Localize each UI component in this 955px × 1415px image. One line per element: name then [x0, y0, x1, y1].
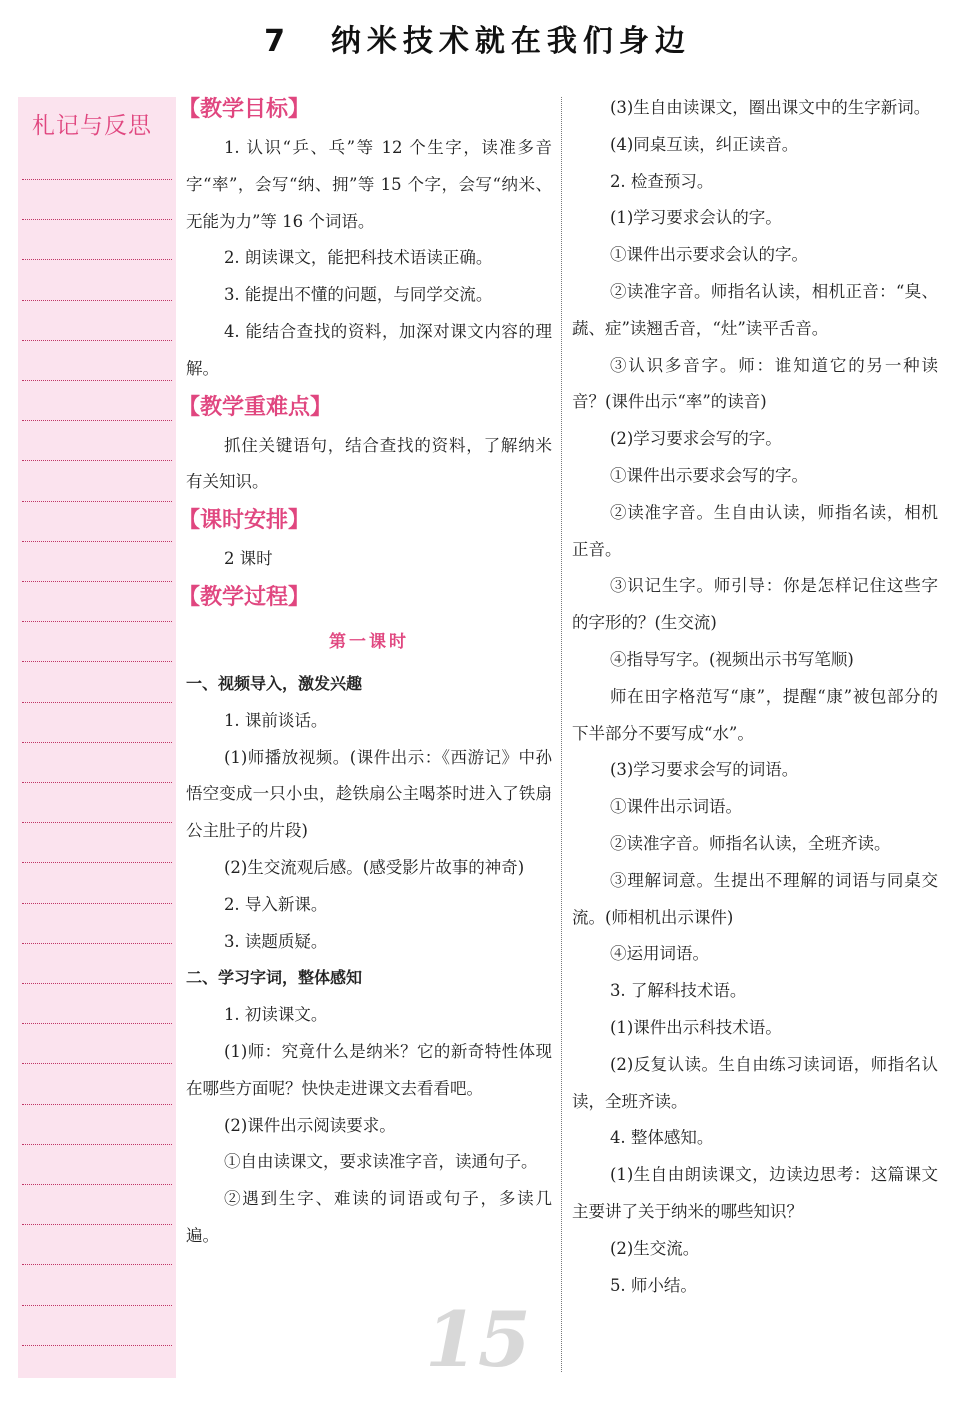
sidebar-heading: 札记与反思: [32, 113, 152, 139]
paragraph: ①自由读课文，要求读准字音，读通句子。: [223, 1152, 538, 1172]
lesson-number: 7: [264, 24, 291, 59]
key-points-heading: 【教学重难点】: [178, 394, 333, 420]
page-number: 15: [425, 1295, 531, 1384]
paragraph: (2)课件出示阅读要求。: [223, 1115, 396, 1135]
paragraph: (1)生自由朗读课文，边读边思考：这篇课文主要讲了关于纳米的哪些知识？: [572, 1165, 938, 1221]
paragraph: (3)生自由读课文，圈出课文中的生字新词。: [609, 98, 931, 117]
paragraph: ①课件出示要求会认的字。: [609, 245, 808, 265]
note-line: [22, 742, 172, 743]
paragraph: ④运用词语。: [609, 944, 709, 964]
paragraph: 1. 初读课文。: [223, 1005, 328, 1025]
note-line: [22, 1345, 172, 1346]
paragraph: 4. 整体感知。: [609, 1128, 714, 1148]
note-line: [22, 219, 172, 220]
paragraph: (2)生交流观后感。(感受影片故事的神奇): [223, 857, 525, 877]
paragraph: ③认识多音字。师：谁知道它的另一种读音？(课件出示“率”的读音): [572, 355, 938, 412]
part-title: 一、视频导入，激发兴趣: [186, 673, 363, 693]
note-line: [22, 501, 172, 502]
paragraph: ①课件出示要求会写的字。: [609, 465, 808, 485]
note-line: [22, 541, 172, 542]
paragraph: (2)学习要求会写的字。: [609, 429, 782, 449]
goal-item: 2. 朗读课文，能把科技术语读正确。: [223, 248, 493, 268]
note-line: [22, 1104, 172, 1105]
lesson-subtitle: 第一课时: [329, 631, 409, 652]
paragraph: 3. 了解科技术语。: [609, 981, 747, 1001]
column-divider: [561, 97, 562, 1372]
paragraph: 2. 导入新课。: [223, 894, 328, 914]
schedule-heading: 【课时安排】: [178, 508, 311, 534]
paragraph: ④指导写字。(视频出示书写笔顺): [609, 649, 854, 669]
note-line: [22, 581, 172, 582]
note-line: [22, 300, 172, 301]
note-line: [22, 1184, 172, 1185]
paragraph: ③识记生字。师引导：你是怎样记住这些字的字形的？(生交流): [572, 576, 938, 633]
key-points-text: 抓住关键语句，结合查找的资料，了解纳米有关知识。: [186, 435, 552, 492]
paragraph: (2)生交流。: [609, 1238, 700, 1258]
note-line: [22, 380, 172, 381]
paragraph: 1. 课前谈话。: [223, 710, 328, 730]
note-line: [22, 903, 172, 904]
paragraph: ③理解词意。生提出不理解的词语与同桌交流。(师相机出示课件): [572, 870, 938, 927]
note-line: [22, 702, 172, 703]
note-line: [22, 259, 172, 260]
paragraph: ②读准字音。师指名认读，相机正音：“臭、蔬、症”读翘舌音，“灶”读平舌音。: [572, 281, 938, 338]
paragraph: ②遇到生字、难读的词语或句子，多读几遍。: [186, 1189, 552, 1245]
note-line: [22, 1023, 172, 1024]
paragraph: (3)学习要求会写的词语。: [609, 760, 799, 780]
notes-sidebar: [18, 97, 176, 1378]
note-line: [22, 661, 172, 662]
paragraph: ①课件出示词语。: [609, 797, 742, 817]
note-line: [22, 179, 172, 180]
note-line: [22, 1063, 172, 1064]
paragraph: 5. 师小结。: [609, 1275, 697, 1295]
note-line: [22, 1305, 172, 1306]
paragraph: (2)反复认读。生自由练习读词语，师指名认读，全班齐读。: [572, 1054, 938, 1111]
paragraph: 师在田字格范写“康”，提醒“康”被包部分的下半部分不要写成“水”。: [572, 686, 938, 743]
note-line: [22, 460, 172, 461]
part-title: 二、学习字词，整体感知: [186, 968, 363, 988]
paragraph: 3. 读题质疑。: [223, 931, 328, 951]
note-line: [22, 983, 172, 984]
goals-heading: 【教学目标】: [178, 97, 311, 122]
note-line: [22, 822, 172, 823]
schedule-text: 2 课时: [223, 549, 273, 569]
note-line: [22, 1264, 172, 1265]
note-line: [22, 1144, 172, 1145]
left-column: [178, 90, 552, 1255]
process-heading: 【教学过程】: [178, 584, 311, 610]
goal-item: 3. 能提出不懂的问题，与同学交流。: [223, 285, 493, 305]
note-line: [22, 340, 172, 341]
note-line: [22, 862, 172, 863]
note-line: [22, 943, 172, 944]
note-line: [22, 420, 172, 421]
paragraph: 2. 检查预习。: [609, 171, 714, 191]
paragraph: ②读准字音。生自由认读，师指名读，相机正音。: [572, 502, 938, 559]
paragraph: (4)同桌互读，纠正读音。: [609, 134, 799, 154]
paragraph: (1)师：究竟什么是纳米？它的新奇特性体现在哪些方面呢？快快走进课文去看看吧。: [186, 1041, 552, 1098]
paragraph: (1)课件出示科技术语。: [609, 1017, 782, 1037]
page-title: [0, 16, 955, 60]
note-line: [22, 782, 172, 783]
goal-item: 4. 能结合查找的资料，加深对课文内容的理解。: [186, 321, 552, 378]
paragraph: (1)师播放视频。(课件出示：《西游记》中孙悟空变成一只小虫，趁铁扇公主喝茶时进入了铁扇公主肚子的片段): [186, 747, 552, 841]
lesson-title: 纳米技术就在我们身边: [330, 24, 691, 59]
paragraph: (1)学习要求会认的字。: [609, 208, 782, 228]
goal-item: 1. 认识“乒、乓”等 12 个生字，读准多音字“率”，会写“纳、拥”等 15 个字，会写“纳米、无能为力”等 16 个词语。: [186, 138, 552, 231]
paragraph: ②读准字音。师指名认读，全班齐读。: [609, 833, 891, 853]
note-line: [22, 621, 172, 622]
right-column: [572, 90, 938, 1304]
note-line: [22, 1224, 172, 1225]
